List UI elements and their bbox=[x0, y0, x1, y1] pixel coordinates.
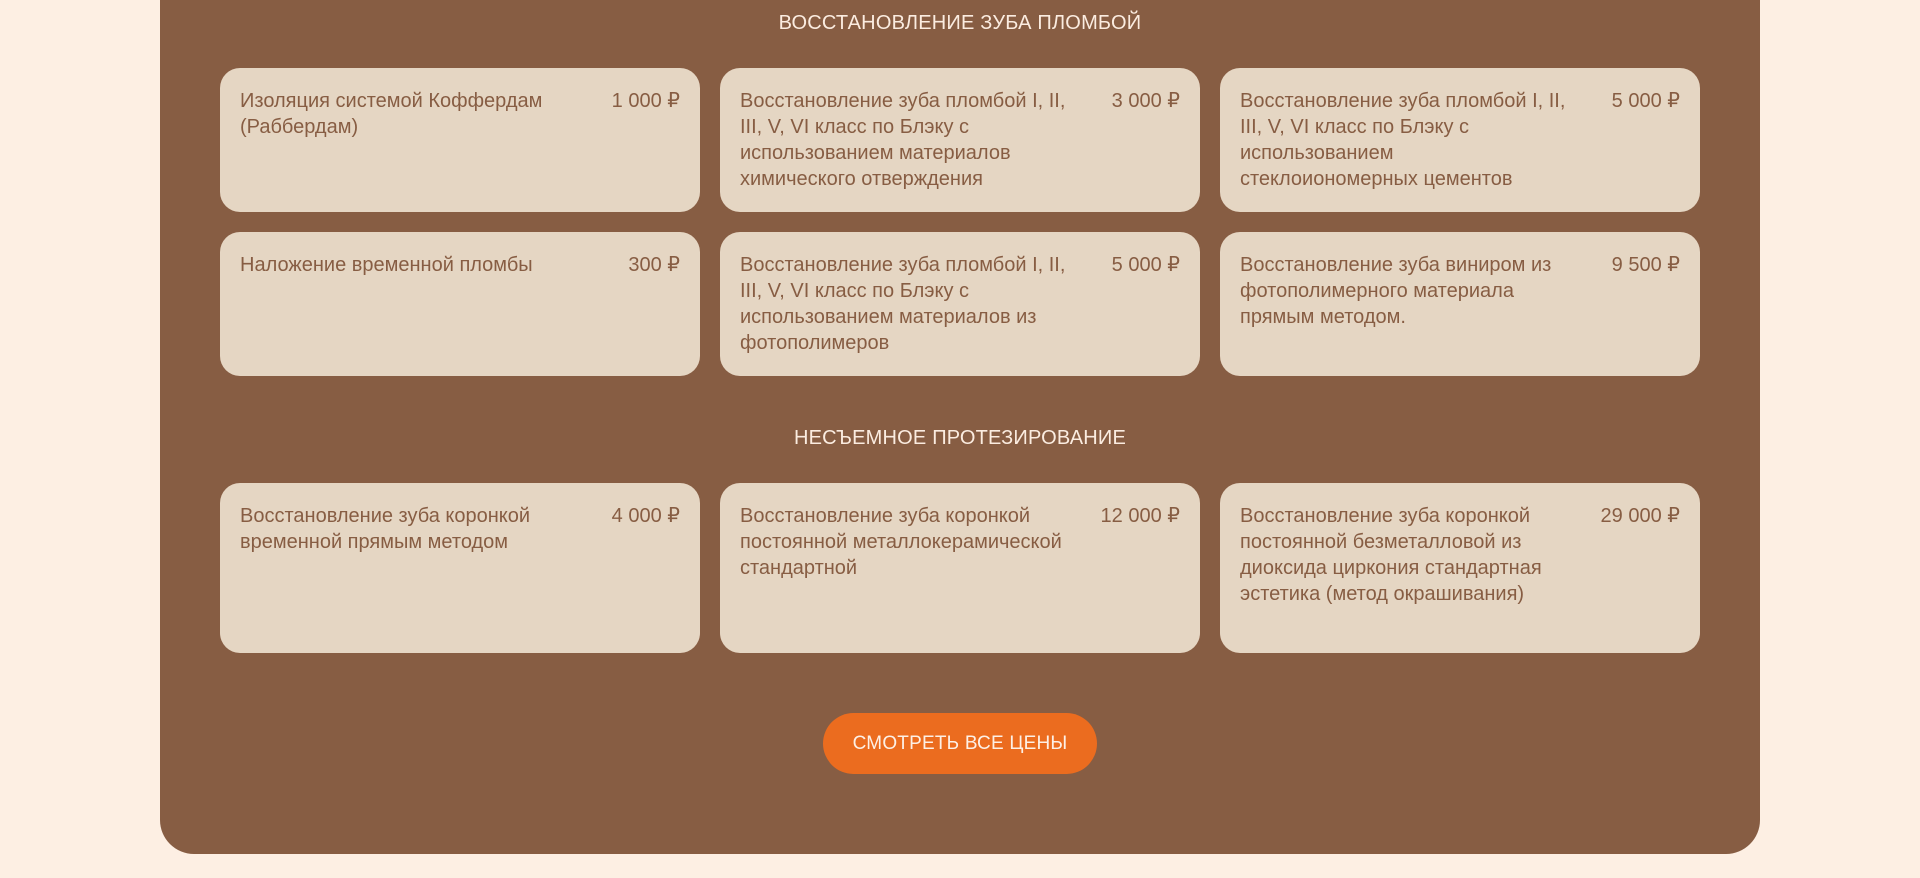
section-title-prosthetics: НЕСЪЕМНОЕ ПРОТЕЗИРОВАНИЕ bbox=[793, 427, 1127, 449]
service-price: 29 000 ₽ bbox=[1600, 505, 1680, 527]
price-card bbox=[720, 483, 1200, 653]
price-grid-filling bbox=[220, 68, 1700, 376]
view-all-prices-button[interactable]: СМОТРЕТЬ ВСЕ ЦЕНЫ bbox=[823, 713, 1097, 774]
service-price: 5 000 ₽ bbox=[1611, 90, 1680, 112]
service-name: Восстановление зуба коронкой временной прямым методом bbox=[240, 505, 531, 553]
price-card bbox=[220, 68, 700, 212]
prices-panel bbox=[160, 0, 1760, 854]
price-card bbox=[1220, 232, 1700, 376]
service-price: 1 000 ₽ bbox=[611, 90, 680, 112]
service-price: 3 000 ₽ bbox=[1111, 90, 1180, 112]
section-title-filling: ВОССТАНОВЛЕНИЕ ЗУБА ПЛОМБОЙ bbox=[778, 12, 1142, 34]
price-card bbox=[720, 68, 1200, 212]
price-grid-prosthetics bbox=[220, 483, 1700, 653]
service-name: Восстановление зуба пломбой I, II, III, V, VI класс по Блэку с использованием стеклоиономерных цементов bbox=[1240, 90, 1566, 190]
service-name: Восстановление зуба пломбой I, II, III, V, VI класс по Блэку с использованием материалов химического отверждения bbox=[740, 90, 1066, 190]
service-price: 12 000 ₽ bbox=[1100, 505, 1180, 527]
service-price: 9 500 ₽ bbox=[1611, 254, 1680, 276]
service-name: Восстановление зуба виниром из фотополимерного материала прямым методом. bbox=[1240, 254, 1552, 328]
service-price: 300 ₽ bbox=[628, 254, 680, 276]
service-name: Восстановление зуба коронкой постоянной безметалловой из диоксида циркония стандартная эстетика (метод окрашивания) bbox=[1240, 505, 1542, 605]
price-card bbox=[1220, 68, 1700, 212]
service-price: 5 000 ₽ bbox=[1111, 254, 1180, 276]
service-name: Восстановление зуба коронкой постоянной металлокерамической стандартной bbox=[740, 505, 1062, 579]
service-price: 4 000 ₽ bbox=[611, 505, 680, 527]
price-card bbox=[1220, 483, 1700, 653]
price-card bbox=[220, 232, 700, 376]
service-name: Изоляция системой Коффердам (Раббердам) bbox=[240, 90, 543, 138]
service-name: Восстановление зуба пломбой I, II, III, V, VI класс по Блэку с использованием материалов из фотополимеров bbox=[740, 254, 1066, 354]
price-card bbox=[720, 232, 1200, 376]
service-name: Наложение временной пломбы bbox=[240, 254, 533, 276]
price-card bbox=[220, 483, 700, 653]
